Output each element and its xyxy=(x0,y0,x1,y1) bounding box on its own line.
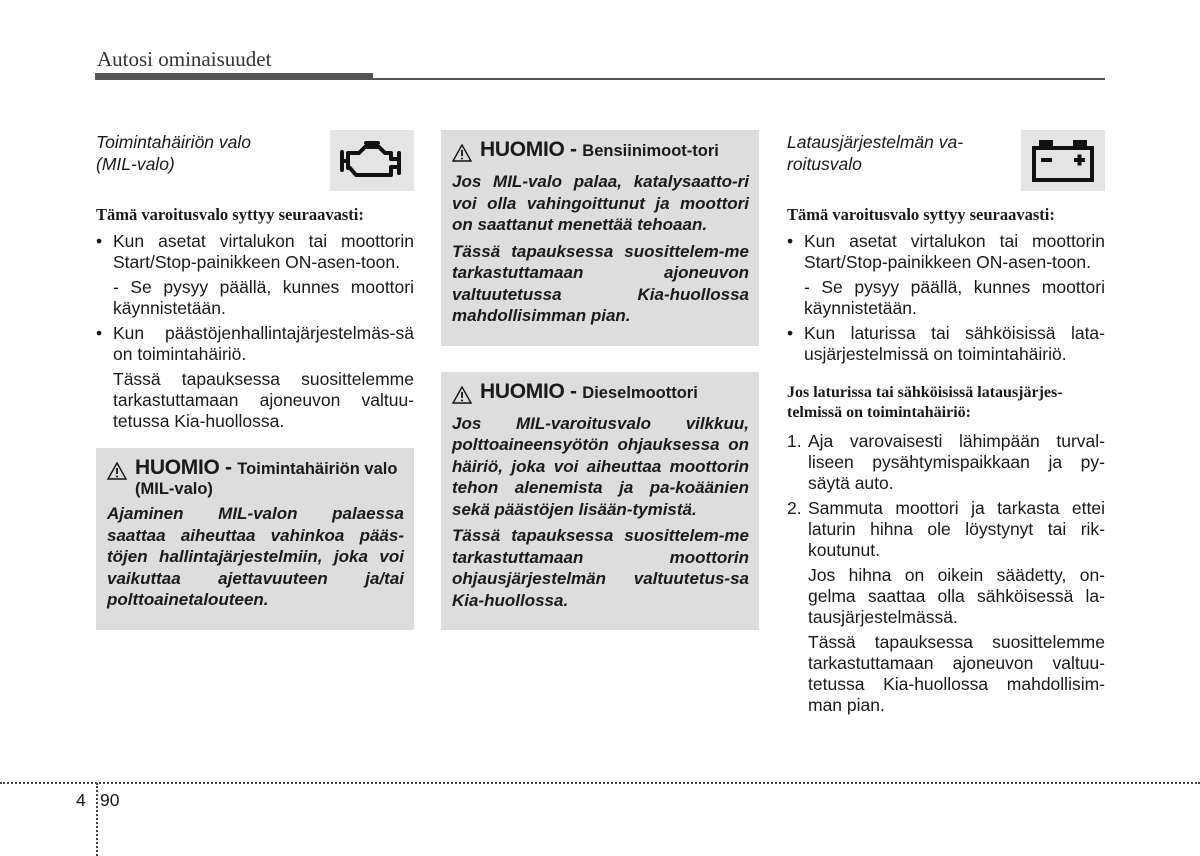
warning-subject: Toimintahäiriön valo (MIL-valo) xyxy=(135,460,398,498)
step-item xyxy=(787,498,1105,561)
warning-subject: Dieselmoottori xyxy=(582,383,698,402)
list-item-text: Kun päästöjenhallintajärjestelmäs-sä on toimintahäiriö. xyxy=(113,323,414,364)
battery-icon xyxy=(1021,130,1105,191)
list-item-text: Kun asetat virtalukon tai moottorin Start/Stop-painikkeen ON-asen-toon. xyxy=(113,231,414,272)
sub-item: - Se pysyy päällä, kunnes moottori käynnistetään. xyxy=(804,277,1105,318)
warning-paragraph: Jos MIL-valo palaa, katalysaatto-ri voi olla vahingoittunut ja moottori on saattanut menettää tehoaan. xyxy=(452,172,749,234)
section-title: Toimintahäiriön valo (MIL-valo) xyxy=(96,132,251,174)
warning-text xyxy=(452,413,749,612)
list-item-text: Kun laturissa tai sähköisissä lata-usjärjestelmissä on toimintahäiriö. xyxy=(804,323,1105,364)
body-text xyxy=(96,231,414,432)
warning-subject: Bensiinimoot-tori xyxy=(582,142,719,160)
intro-text: Tämä varoitusvalo syttyy seuraavasti: xyxy=(787,205,1055,224)
warning-paragraph: Ajaminen MIL-valon palaessa saattaa aiheuttaa vahinkoa pääs-töjen hallintajärjestelmiin, joka voi vaikuttaa ajettavuuteen ja/tai polttoainetalouteen. xyxy=(107,504,404,609)
header-rule-thin xyxy=(373,78,1105,80)
list-item: • Kun laturissa tai sähköisissä lata-usjärjestelmissä on toimintahäiriö. xyxy=(787,323,1105,364)
warning-box xyxy=(441,372,759,631)
warning-label: HUOMIO - xyxy=(480,379,583,403)
list-item-text: Kun asetat virtalukon tai moottorin Start/Stop-painikkeen ON-asen-toon. xyxy=(804,231,1105,272)
step-number: 1. xyxy=(787,431,802,451)
warning-box xyxy=(441,130,759,346)
warning-text xyxy=(107,503,404,611)
paragraph: Jos hihna on oikein säädetty, on-gelma saattaa olla sähköisessä la-tausjärjestelmässä. xyxy=(808,565,1105,627)
chapter-number: 4 xyxy=(76,790,86,810)
step-text: Sammuta moottori ja tarkasta ettei laturin hihna ole löystynyt tai rik-koutunut. xyxy=(808,498,1105,560)
list-item: • Kun päästöjenhallintajärjestelmäs-sä on toimintahäiriö. xyxy=(96,323,414,364)
warning-title xyxy=(452,138,749,167)
column-left xyxy=(96,130,414,630)
warning-title xyxy=(107,456,404,499)
section-header xyxy=(96,130,414,191)
warning-label: HUOMIO - xyxy=(135,456,238,479)
warning-paragraph: Tässä tapauksessa suosittelem-me tarkastuttamaan ajoneuvon valtuutetussa Kia-huollossa mahdollisimman pian. xyxy=(452,241,749,325)
paragraph: Tässä tapauksessa suosittelemme tarkastuttamaan ajoneuvon valtuu-tetussa Kia-huollossa mahdollisim-man pian. xyxy=(808,632,1105,715)
list-item: • Kun asetat virtalukon tai moottorin Start/Stop-painikkeen ON-asen-toon. xyxy=(96,231,414,272)
warning-triangle-icon xyxy=(452,380,480,409)
intro-text: Tämä varoitusvalo syttyy seuraavasti: xyxy=(96,205,364,224)
warning-title xyxy=(452,380,749,409)
sub-item: - Se pysyy päällä, kunnes moottori käynnistetään. xyxy=(113,277,414,318)
step-item xyxy=(787,431,1105,494)
steps xyxy=(787,431,1105,716)
body-text xyxy=(787,231,1105,365)
section-title: Latausjärjestelmän va- roitusvalo xyxy=(787,132,964,174)
engine-check-icon xyxy=(330,130,414,191)
page-number: 90 xyxy=(100,790,120,810)
warning-triangle-icon xyxy=(107,456,135,485)
warning-paragraph: Jos MIL-varoitusvalo vilkkuu, polttoaineensyötön ohjauksessa on häiriö, joka voi aiheuttaa moottorin tehon alenemista ja pa-koäänien sekä päästöjen lisään-tymistä. xyxy=(452,413,749,519)
warning-triangle-icon xyxy=(452,138,480,167)
warning-box xyxy=(96,448,414,630)
footer-divider xyxy=(96,783,98,856)
footer-rule xyxy=(0,782,1200,784)
warning-text xyxy=(452,171,749,327)
warning-paragraph: Tässä tapauksessa suosittelem-me tarkastuttamaan moottorin ohjausjärjestelmän valtuutetus-sa Kia-huollossa. xyxy=(452,526,749,610)
section-header xyxy=(787,130,1105,191)
column-middle xyxy=(441,130,759,630)
list-item: • Kun asetat virtalukon tai moottorin Start/Stop-painikkeen ON-asen-toon. xyxy=(787,231,1105,272)
column-right xyxy=(787,130,1105,720)
step-text: Aja varovaisesti lähimpään turval-liseen pysähtymispaikkaan ja py-säytä auto. xyxy=(808,431,1105,493)
paragraph: Tässä tapauksessa suosittelemme tarkastuttamaan ajoneuvon valtuu-tetussa Kia-huollossa. xyxy=(113,369,414,431)
step-number: 2. xyxy=(787,498,802,518)
warning-label: HUOMIO - xyxy=(480,138,583,161)
subheading: Jos laturissa tai sähköisissä latausjärjes-telmissä on toimintahäiriö: xyxy=(787,384,1063,421)
header-rule-thick xyxy=(95,73,373,80)
header-title: Autosi ominaisuudet xyxy=(97,47,272,71)
